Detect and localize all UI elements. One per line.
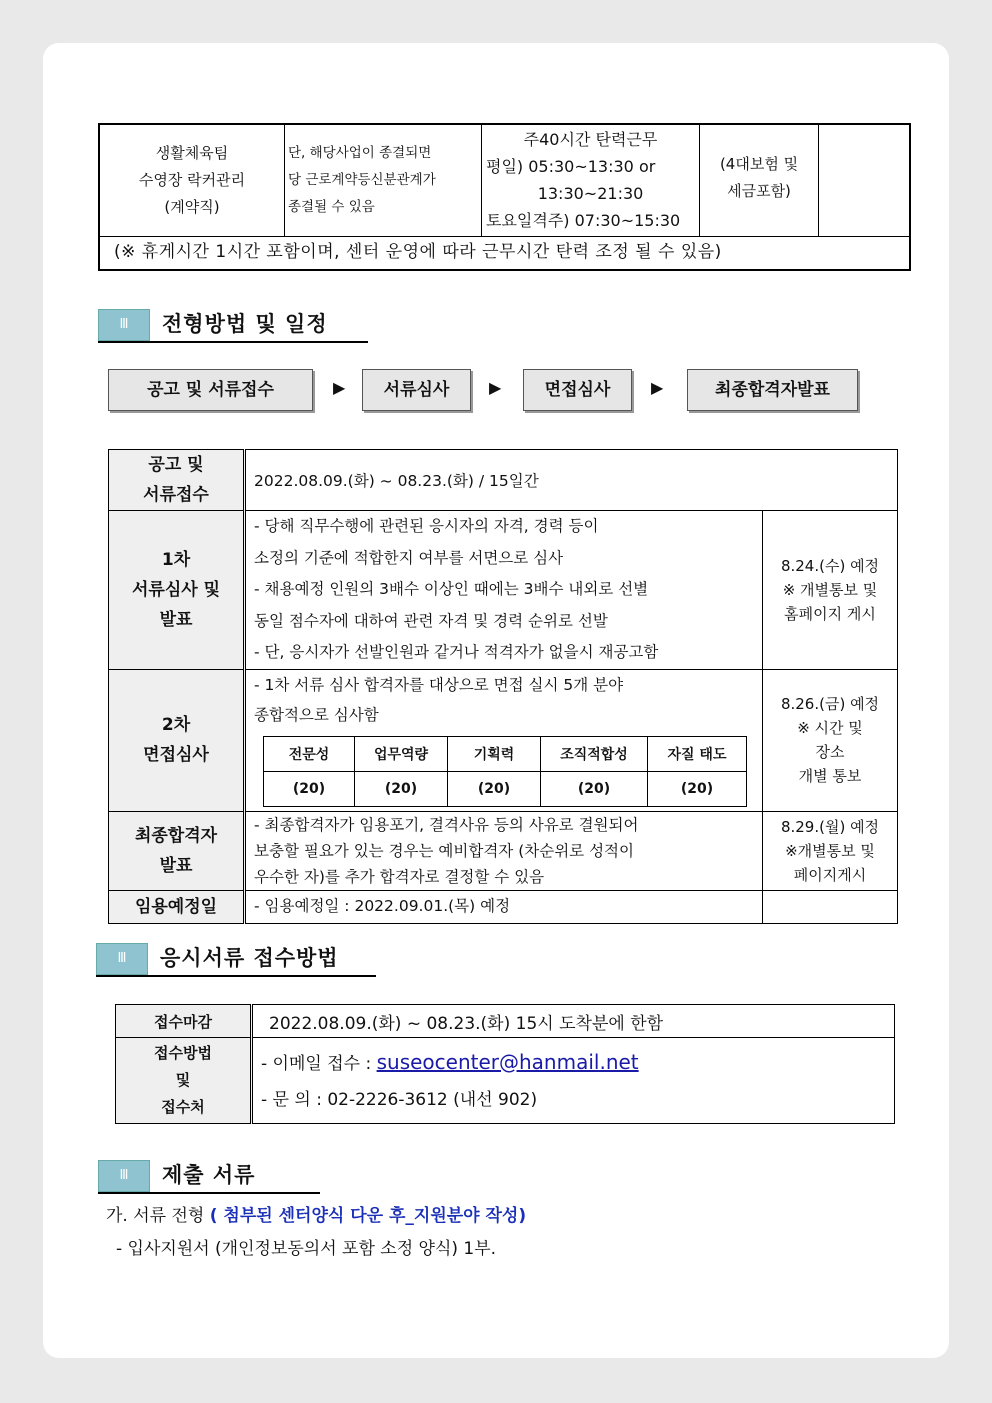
label-line: 및 — [175, 1071, 191, 1089]
docs-prefix: 가. 서류 전형 — [106, 1206, 210, 1226]
method-value — [252, 1038, 895, 1124]
desc-line: 종합적으로 심사함 — [254, 705, 379, 724]
second-round-desc — [245, 669, 763, 811]
email-link[interactable]: suseocenter@hanmail.net — [376, 1049, 639, 1074]
desc-line: - 1차 서류 심사 합격자를 대상으로 면접 실시 5개 분야 — [254, 675, 624, 694]
empty-cell — [819, 124, 911, 236]
desc-line: 보충할 필요가 있는 경우는 예비합격자 (차순위로 성적이 — [254, 841, 634, 860]
label-line: 최종합격자 — [134, 825, 218, 846]
label-method — [116, 1038, 252, 1124]
second-round-date — [763, 669, 898, 811]
email-line — [261, 1044, 894, 1082]
label-announce — [109, 450, 245, 511]
term-line: 단, 해당사업이 종결되면 — [288, 144, 432, 161]
label-line: 서류심사 및 — [131, 579, 221, 600]
criteria-table — [263, 736, 747, 807]
date-line: 8.26.(금) 예정 — [780, 695, 880, 713]
hours-line: 주40시간 탄력근무 — [523, 130, 658, 150]
hours-cell — [482, 124, 700, 236]
criteria-score: (20) — [648, 771, 747, 806]
label-line: 면접심사 — [143, 745, 209, 765]
label-second-round — [109, 669, 245, 811]
criteria-score: (20) — [541, 771, 648, 806]
flow-step-interview: 면접심사 — [523, 369, 632, 411]
flow-step-final: 최종합격자발표 — [687, 369, 858, 411]
label-start-date: 임용예정일 — [109, 890, 245, 923]
term-cell — [285, 124, 482, 236]
criteria-header: 업무역량 — [355, 736, 448, 771]
pay-line: 세금포함) — [727, 182, 791, 200]
section-underline — [98, 1192, 320, 1194]
start-date-desc: - 임용예정일 : 2022.09.01.(목) 예정 — [245, 890, 763, 923]
label-line: 발표 — [159, 609, 193, 630]
dept-line: (계약직) — [164, 197, 220, 216]
date-line: 홈페이지 게시 — [784, 604, 876, 623]
criteria-score: (20) — [264, 771, 355, 806]
email-prefix: - 이메일 접수 : — [261, 1053, 377, 1074]
docs-instruction: ( 첨부된 센터양식 다운 후_지원분야 작성) — [209, 1206, 527, 1226]
criteria-header: 자질 태도 — [648, 736, 747, 771]
date-line: ※개별통보 및 — [785, 841, 875, 860]
label-line: 공고 및 — [148, 455, 204, 475]
section-mark: Ⅲ — [96, 943, 148, 975]
section-mark: Ⅲ — [98, 1160, 150, 1192]
first-round-desc — [245, 511, 763, 670]
docs-line-2: - 입사지원서 (개인정보동의서 포함 소정 양식) 1부. — [116, 1239, 497, 1259]
dept-line: 생활체육팀 — [155, 143, 229, 162]
date-line: 8.24.(수) 예정 — [780, 556, 880, 575]
section-title: 제출 서류 — [162, 1163, 256, 1187]
section-header-docs — [98, 1160, 320, 1194]
desc-line: - 당해 직무수행에 관련된 응시자의 자격, 경력 등이 — [254, 517, 599, 535]
desc-line: 동일 점수자에 대하여 관련 자격 및 경력 순위로 선발 — [254, 611, 608, 630]
label-final — [109, 811, 245, 890]
dept-cell — [99, 124, 285, 236]
label-first-round — [109, 511, 245, 670]
arrow-icon: ▶ — [489, 378, 502, 397]
dept-line: 수영장 락커관리 — [138, 170, 246, 189]
date-line: 8.29.(월) 예정 — [780, 817, 880, 836]
hours-line: 평일) 05:30~13:30 or — [486, 157, 656, 177]
label-line: 1차 — [161, 549, 191, 570]
pay-cell — [700, 124, 819, 236]
date-line: ※ 시간 및 — [797, 719, 863, 737]
criteria-score: (20) — [448, 771, 541, 806]
hours-line: 토요일격주) 07:30~15:30 — [486, 211, 681, 231]
term-line: 당 근로계약등신분관계가 — [288, 171, 436, 188]
job-table — [98, 123, 911, 271]
section-mark: Ⅲ — [98, 309, 150, 341]
final-desc — [245, 811, 763, 890]
criteria-header: 전문성 — [264, 736, 355, 771]
docs-line-1 — [106, 1201, 526, 1226]
date-line: ※ 개별통보 및 — [782, 580, 878, 599]
desc-line: 소정의 기준에 적합한지 여부를 서면으로 심사 — [254, 548, 564, 567]
desc-line: 우수한 자)를 추가 합격자로 결정할 수 있음 — [254, 867, 545, 886]
label-line: 접수처 — [161, 1098, 205, 1116]
label-line: 발표 — [159, 855, 193, 876]
label-line: 서류접수 — [143, 485, 209, 505]
flow-step-announce: 공고 및 서류접수 — [108, 369, 313, 411]
empty-cell — [763, 890, 898, 923]
desc-line: - 최종합격자가 임용포기, 결격사유 등의 사유로 결원되어 — [254, 815, 639, 834]
arrow-icon: ▶ — [651, 378, 664, 397]
label-line: 접수방법 — [154, 1044, 212, 1062]
section-underline — [98, 341, 368, 343]
criteria-header: 조직적합성 — [541, 736, 648, 771]
section-title: 전형방법 및 일정 — [162, 312, 328, 336]
deadline-value: 2022.08.09.(화) ~ 08.23.(화) 15시 도착분에 한함 — [252, 1005, 895, 1038]
date-line: 장소 — [815, 743, 845, 761]
flow-step-document: 서류심사 — [362, 369, 471, 411]
label-line: 2차 — [161, 715, 191, 735]
desc-line: - 단, 응시자가 선발인원과 같거나 적격자가 없을시 재공고함 — [254, 643, 659, 661]
phone-line: - 문 의 : 02-2226-3612 (내선 902) — [261, 1089, 538, 1110]
first-round-date — [763, 511, 898, 670]
label-deadline: 접수마감 — [116, 1005, 252, 1038]
pay-line: (4대보험 및 — [719, 155, 799, 173]
criteria-header: 기획력 — [448, 736, 541, 771]
schedule-table — [108, 449, 898, 924]
final-date — [763, 811, 898, 890]
criteria-score: (20) — [355, 771, 448, 806]
receipt-table — [115, 1004, 895, 1124]
desc-line: - 채용예정 인원의 3배수 이상인 때에는 3배수 내외로 선별 — [254, 580, 649, 598]
date-line: 개별 통보 — [798, 767, 862, 785]
date-line: 페이지게시 — [793, 865, 867, 884]
announce-period: 2022.08.09.(화) ~ 08.23.(화) / 15일간 — [245, 450, 898, 511]
section-header-schedule — [98, 309, 368, 343]
section-header-receipt — [96, 943, 376, 977]
hours-note: (※ 휴게시간 1시간 포함이며, 센터 운영에 따라 근무시간 탄력 조정 될 수 있음) — [99, 236, 910, 270]
section-title: 응시서류 접수방법 — [160, 946, 339, 970]
hours-line: 13:30~21:30 — [537, 184, 644, 204]
arrow-icon: ▶ — [333, 378, 346, 397]
section-underline — [96, 975, 376, 977]
term-line: 종결될 수 있음 — [288, 198, 375, 215]
